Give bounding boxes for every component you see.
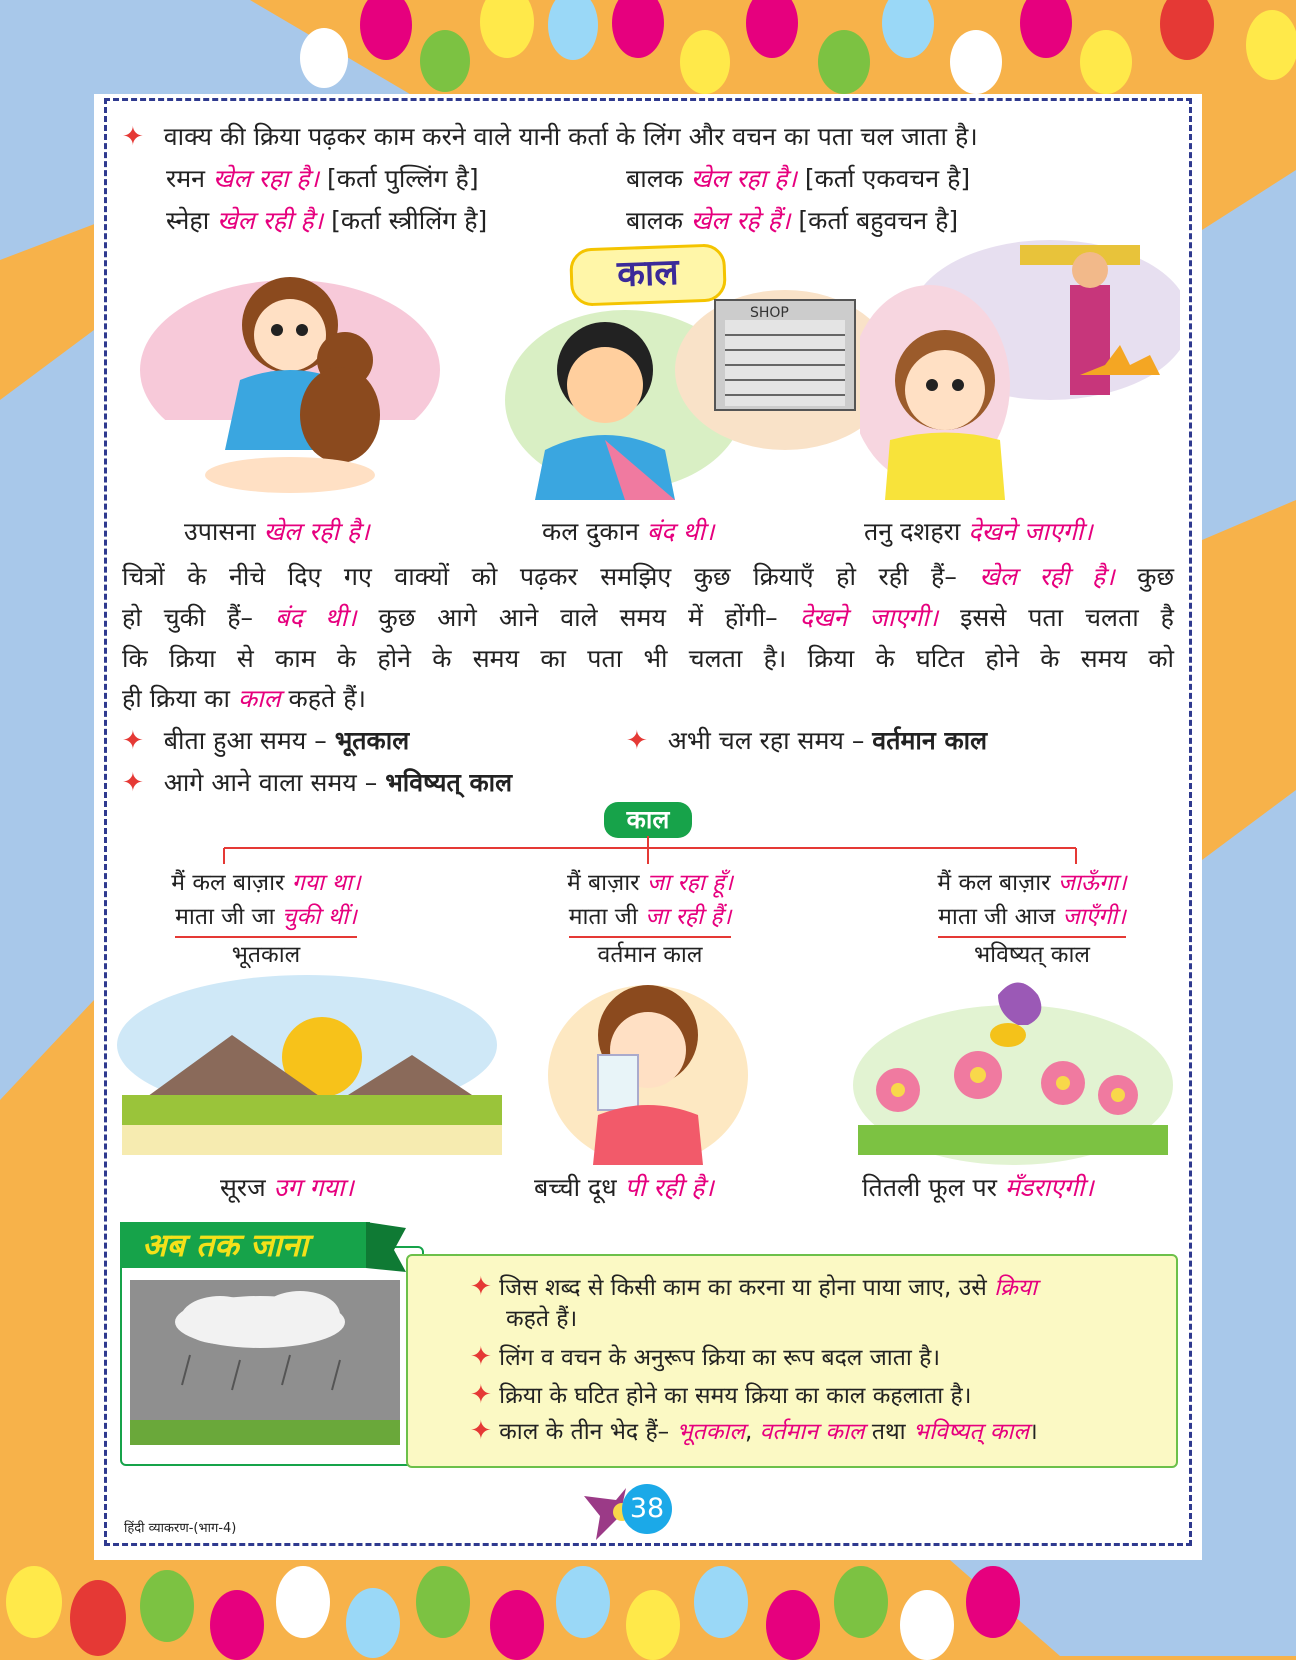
summary-point-2: ✦ लिंग व वचन के अनुरूप क्रिया का रूप बदल जाता है। (470, 1342, 941, 1372)
intro-line-1: ✦ वाक्य की क्रिया पढ़कर काम करने वाले यानी कर्ता के लिंग और वचन का पता चल जाता है। (122, 122, 978, 152)
girl-drinking-milk-illustration (548, 975, 748, 1165)
sunrise-mountains-illustration (112, 975, 502, 1165)
example-sneha: स्नेहा खेल रही है। [कर्ता स्त्रीलिंग है] (166, 206, 488, 235)
caption-milk: बच्ची दूध पी रही है। (534, 1173, 714, 1202)
type-future: ✦ आगे आने वाला समय – भविष्यत् काल (122, 768, 513, 798)
section-title: काल (569, 243, 727, 306)
girl-dreaming-dussehra-illustration (860, 225, 1180, 505)
closed-shop-thought-illustration (505, 290, 875, 500)
caption-butterfly: तितली फूल पर मँडराएगी। (862, 1173, 1094, 1202)
summary-point-3: ✦ क्रिया के घटित होने का समय क्रिया का काल कहलाता है। (470, 1380, 972, 1410)
bullet-star-icon: ✦ (122, 726, 144, 756)
bullet-star-icon: ✦ (122, 122, 144, 152)
type-past: ✦ बीता हुआ समय – भूतकाल (122, 726, 410, 756)
type-present: ✦ अभी चल रहा समय – वर्तमान काल (626, 726, 988, 756)
example-raman: रमन खेल रहा है। [कर्ता पुल्लिंग है] (166, 164, 479, 193)
tree-past: मैं कल बाज़ार गया था। माता जी जा चुकी थीं। भूतकाल (171, 870, 361, 968)
bullet-star-icon: ✦ (626, 726, 648, 756)
explain-line-4: ही क्रिया का काल कहते हैं। (122, 684, 366, 713)
example-balak-singular: बालक खेल रहा है। [कर्ता एकवचन है] (626, 164, 971, 193)
tree-present: मैं बाज़ार जा रहा हूँ। माता जी जा रही हैं। वर्तमान काल (566, 870, 734, 968)
explain-line-1: चित्रों के नीचे दिए गए वाक्यों को पढ़कर समझिए कुछ क्रियाएँ हो रही हैं– खेल रही है। कुछ (122, 562, 1174, 591)
book-title: हिंदी व्याकरण-(भाग-4) (124, 1521, 237, 1536)
summary-point-4: ✦ काल के तीन भेद हैं– भूतकाल, वर्तमान काल तथा भविष्यत् काल। (470, 1416, 1038, 1446)
rain-cloud-illustration (130, 1280, 400, 1445)
girl-with-teddy-illustration (140, 250, 440, 500)
tree-root: काल (604, 802, 692, 838)
page-number: 38 (622, 1484, 672, 1534)
tree-connector-lines (220, 836, 1080, 866)
caption-shop: कल दुकान बंद थी। (542, 517, 715, 546)
butterfly-flowers-illustration (848, 975, 1178, 1165)
caption-tanu: तनु दशहरा देखने जाएगी। (864, 517, 1093, 546)
summary-point-1-cont: कहते हैं। (506, 1306, 578, 1332)
caption-upasana: उपासना खेल रही है। (184, 517, 370, 546)
summary-point-1: ✦ जिस शब्द से किसी काम का करना या होना पाया जाए, उसे क्रिया (470, 1272, 1038, 1302)
explain-line-2: हो चुकी हैं– बंद थी। कुछ आगे आने वाले समय में होंगी– देखने जाएगी। इससे पता चलता है (122, 603, 1174, 632)
caption-sun: सूरज उग गया। (220, 1173, 354, 1202)
shop-sign: SHOP (750, 305, 789, 321)
explain-line-3: कि क्रिया से काम के होने के समय का पता भी चलता है। क्रिया के घटित होने के समय को (122, 644, 1174, 673)
tree-future: मैं कल बाज़ार जाऊँगा। माता जी आज जाएँगी। भविष्यत् काल (937, 870, 1127, 968)
bullet-star-icon: ✦ (122, 768, 144, 798)
banner-ribbon-tail (366, 1222, 406, 1278)
summary-banner: अब तक जाना (120, 1222, 370, 1268)
example-balak-plural: बालक खेल रहे हैं। [कर्ता बहुवचन है] (626, 206, 959, 235)
